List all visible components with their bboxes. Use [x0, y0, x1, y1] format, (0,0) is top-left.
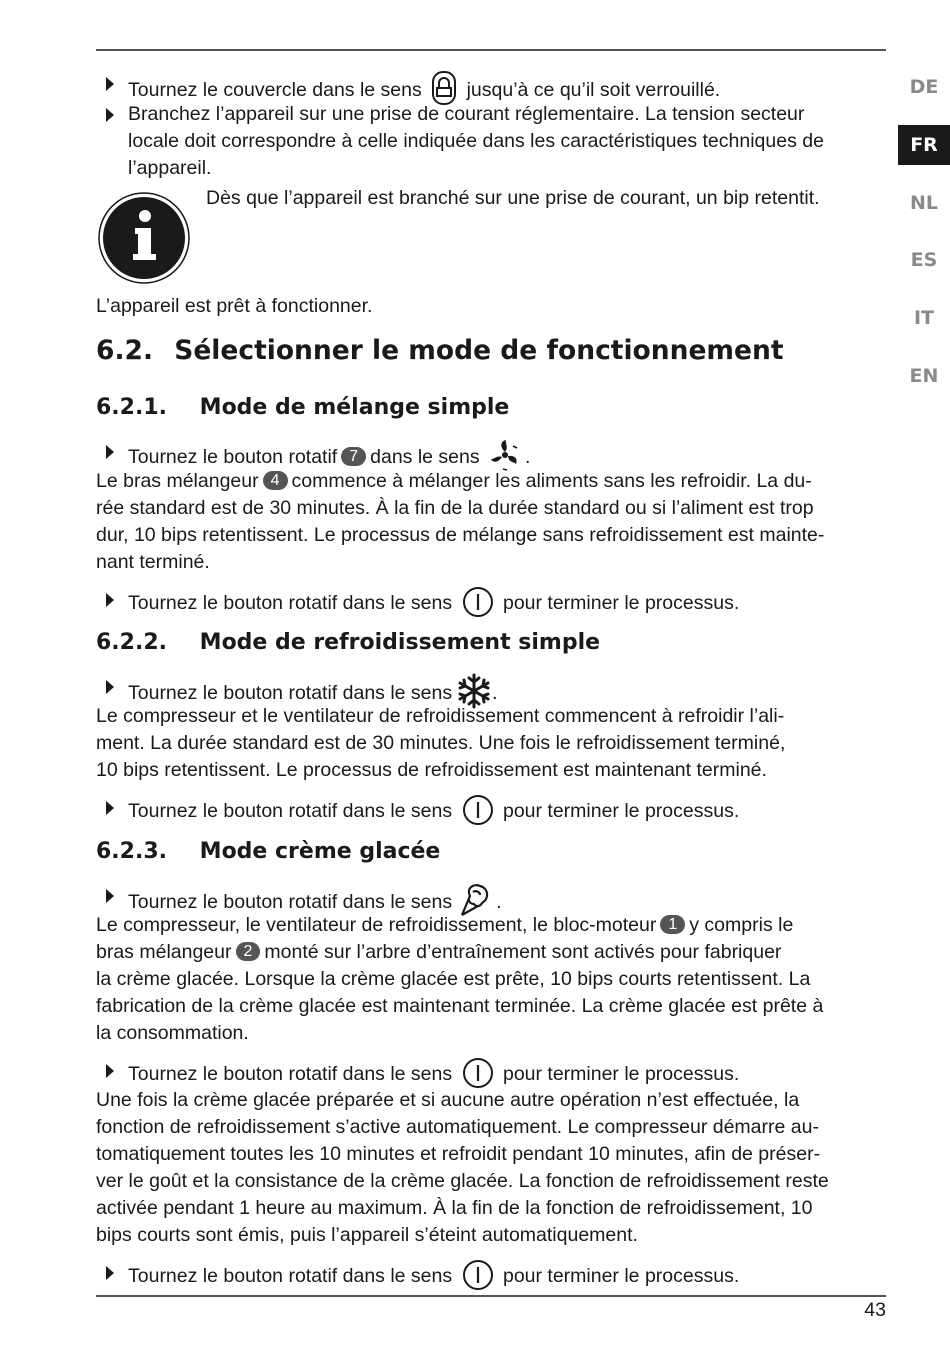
subsection-heading-621: [96, 394, 509, 421]
paragraph-line: rée standard est de 30 minutes. À la fin de la durée standard ou si l’aliment est trop: [96, 497, 814, 519]
mixing-fan-icon: [489, 438, 521, 472]
power-off-icon: [462, 1259, 494, 1291]
list-item-text: Tournez le bouton rotatif dans le sens: [128, 891, 453, 913]
list-item-text: jusqu’à ce qu’il soit verrouillé.: [466, 79, 721, 101]
part-number-badge: 2: [236, 942, 261, 961]
punctuation: .: [492, 682, 498, 704]
power-off-icon: [462, 586, 494, 618]
subsection-heading-622: [96, 629, 600, 656]
subsection-title: Mode crème glacée: [199, 839, 441, 864]
list-item-text: dans le sens: [370, 446, 480, 468]
bullet-arrow-icon: [106, 1266, 114, 1280]
paragraph-line: fabrication de la crème glacée est maintenant terminée. La crème glacée est prête à: [96, 995, 824, 1017]
list-item-text: Tournez le bouton rotatif dans le sens: [128, 1063, 453, 1085]
paragraph-line: Le bras mélangeur 4 commence à mélanger les aliments sans les refroidir. La du-: [96, 470, 812, 492]
list-item-text: Tournez le bouton rotatif dans le sens: [128, 1265, 453, 1287]
paragraph-line: bips courts sont émis, puis l’appareil s’éteint automatiquement.: [96, 1224, 638, 1246]
lang-tab-it[interactable]: IT: [913, 307, 935, 329]
lang-tab-en[interactable]: EN: [909, 365, 939, 387]
subsection-title: Mode de mélange simple: [199, 395, 510, 420]
paragraph-line: la crème glacée. Lorsque la crème glacée est prête, 10 bips courts retentissent. La: [96, 968, 811, 990]
part-number-badge: 4: [263, 471, 288, 490]
lang-tab-fr[interactable]: FR: [898, 125, 950, 165]
list-item-text: Tournez le bouton rotatif dans le sens: [128, 800, 453, 822]
subsection-heading-623: [96, 838, 440, 865]
part-number-badge: 7: [341, 447, 366, 466]
paragraph-line: Le compresseur et le ventilateur de refroidissement commencent à refroidir l’ali-: [96, 705, 785, 727]
list-item-text: Tournez le bouton rotatif dans le sens: [128, 592, 453, 614]
paragraph-line: Une fois la crème glacée préparée et si aucune autre opération n’est effectuée, la: [96, 1089, 800, 1111]
paragraph-line: Le compresseur, le ventilateur de refroidissement, le bloc-moteur 1 y compris le: [96, 914, 794, 936]
list-item-text: pour terminer le processus.: [502, 592, 740, 614]
subsection-title: Mode de refroidissement simple: [199, 630, 601, 655]
info-icon: [98, 192, 190, 284]
section-title: Sélectionner le mode de fonctionnement: [174, 335, 784, 366]
subsection-number: 6.2.1.: [96, 395, 167, 420]
paragraph-line: fonction de refroidissement s’active automatiquement. Le compresseur démarre au-: [96, 1116, 819, 1138]
bullet-arrow-icon: [106, 108, 114, 122]
punctuation: .: [525, 446, 531, 468]
lang-tab-nl[interactable]: NL: [909, 192, 938, 214]
paragraph-line: ment. La durée standard est de 30 minutes. Une fois le refroidissement terminé,: [96, 732, 786, 754]
subsection-number: 6.2.3.: [96, 839, 167, 864]
bullet-arrow-icon: [106, 1064, 114, 1078]
paragraph-line: nant terminé.: [96, 551, 210, 573]
list-item-text: pour terminer le processus.: [502, 800, 740, 822]
paragraph-line: 10 bips retentissent. Le processus de refroidissement est maintenant terminé.: [96, 759, 767, 781]
paragraph-line: la consommation.: [96, 1022, 249, 1044]
lang-tab-de[interactable]: DE: [909, 76, 939, 98]
page-number: 43: [864, 1299, 886, 1321]
section-heading: [96, 337, 784, 364]
bullet-arrow-icon: [106, 889, 114, 903]
bullet-arrow-icon: [106, 593, 114, 607]
section-number: 6.2.: [96, 335, 154, 366]
punctuation: .: [496, 891, 502, 913]
list-item-text: Tournez le bouton rotatif: [128, 446, 338, 468]
top-rule: [96, 49, 886, 51]
power-off-icon: [462, 1057, 494, 1089]
list-item-text: pour terminer le processus.: [502, 1063, 740, 1085]
bullet-arrow-icon: [106, 680, 114, 694]
ready-text: L’appareil est prêt à fonctionner.: [96, 295, 373, 317]
list-item-text: l’appareil.: [128, 157, 212, 179]
paragraph-line: tomatiquement toutes les 10 minutes et refroidit pendant 10 minutes, afin de préser-: [96, 1143, 821, 1165]
list-item-text: Branchez l’appareil sur une prise de courant réglementaire. La tension secteur: [128, 103, 805, 125]
bullet-arrow-icon: [106, 445, 114, 459]
list-item-text: locale doit correspondre à celle indiquée dans les caractéristiques techniques de: [128, 130, 824, 152]
paragraph-line: bras mélangeur 2 monté sur l’arbre d’entraînement sont activés pour fabriquer: [96, 941, 782, 963]
info-note: Dès que l’appareil est branché sur une prise de courant, un bip retentit.: [206, 187, 820, 209]
list-item-text: pour terminer le processus.: [502, 1265, 740, 1287]
paragraph-line: ver le goût et la consistance de la crème glacée. La fonction de refroidissement reste: [96, 1170, 829, 1192]
list-item-text: Tournez le couvercle dans le sens: [128, 79, 422, 101]
part-number-badge: 1: [660, 915, 685, 934]
bottom-rule: [96, 1295, 886, 1297]
paragraph-line: activée pendant 1 heure au maximum. À la fin de la fonction de refroidissement, 10: [96, 1197, 813, 1219]
paragraph-line: dur, 10 bips retentissent. Le processus de mélange sans refroidissement est mainte-: [96, 524, 825, 546]
subsection-number: 6.2.2.: [96, 630, 167, 655]
list-item-text: Tournez le bouton rotatif dans le sens: [128, 682, 453, 704]
bullet-arrow-icon: [106, 77, 114, 91]
power-off-icon: [462, 794, 494, 826]
lang-tab-es[interactable]: ES: [910, 249, 938, 271]
bullet-arrow-icon: [106, 801, 114, 815]
